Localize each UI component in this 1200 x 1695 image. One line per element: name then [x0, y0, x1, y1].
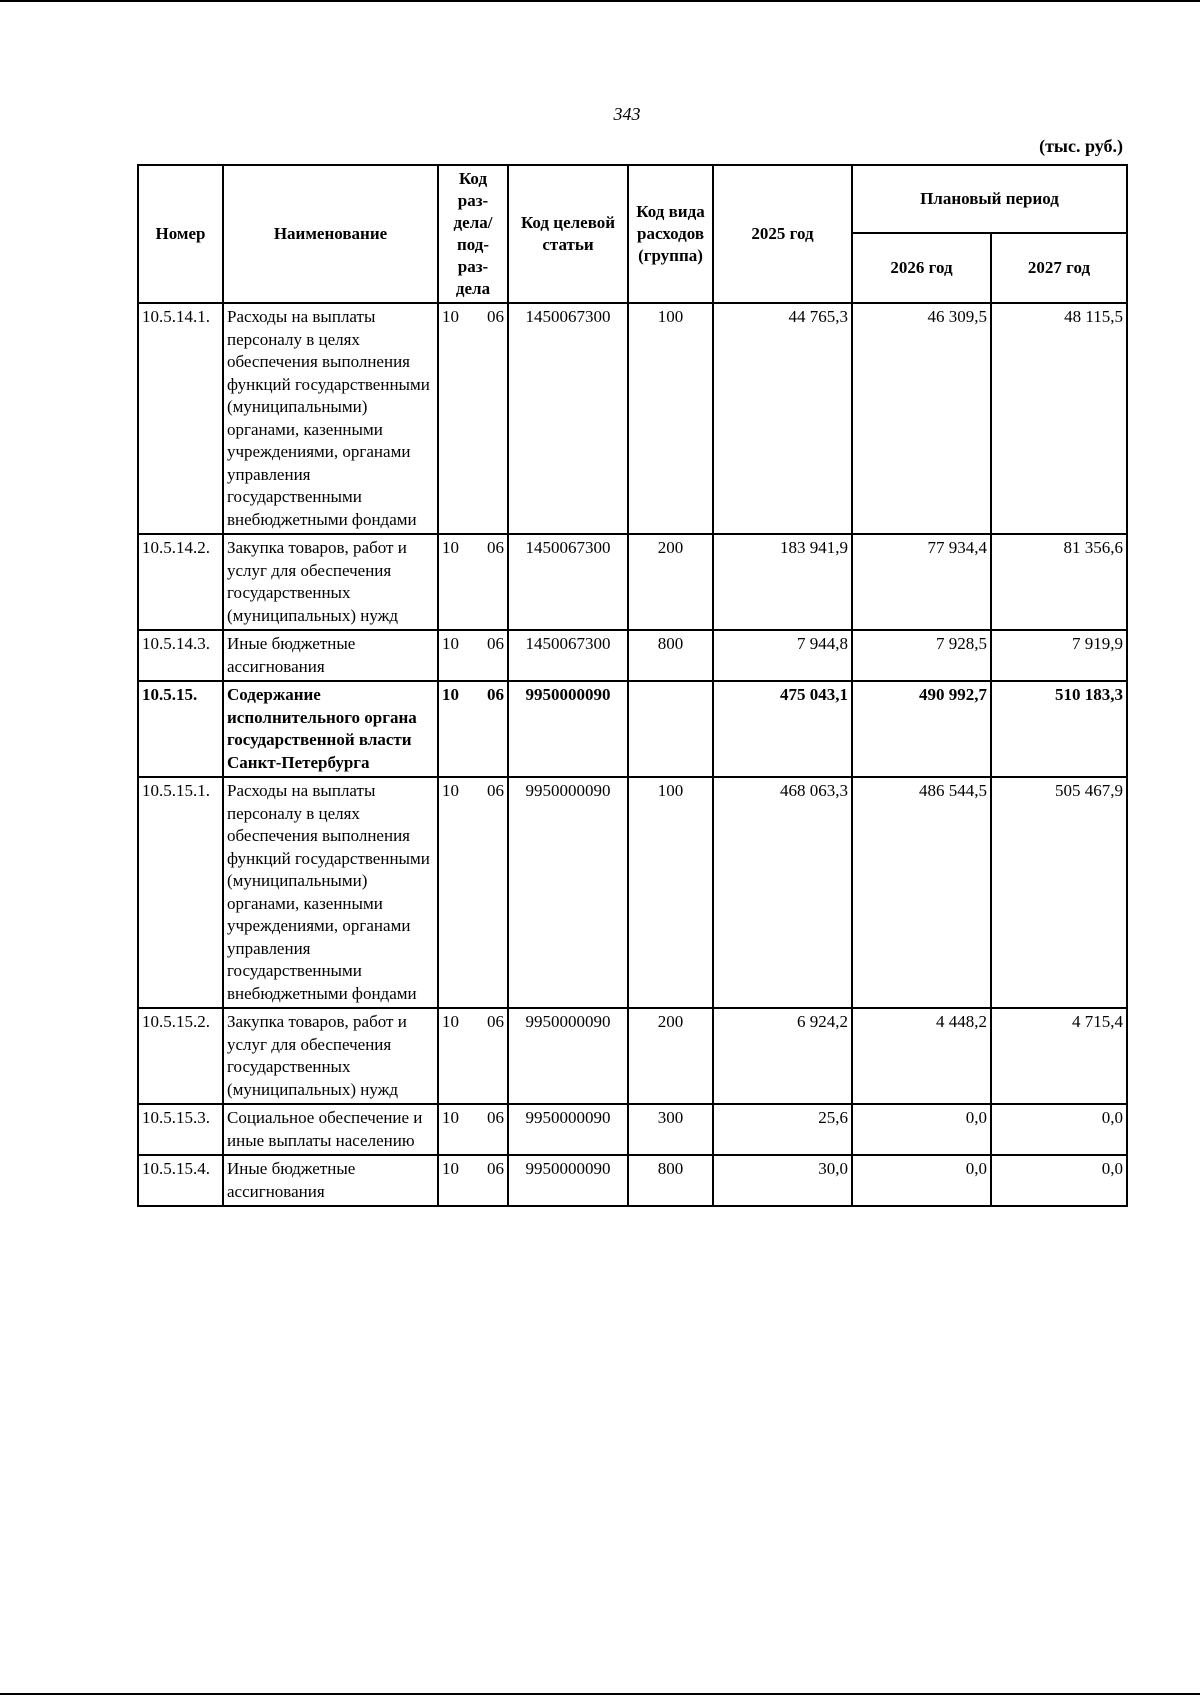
row-2026: 490 992,7 — [852, 681, 991, 777]
section-code: 10 — [442, 538, 459, 557]
header-row-1 — [138, 165, 1127, 233]
row-section-code — [438, 1008, 508, 1104]
table-row — [138, 681, 1127, 777]
row-2025: 44 765,3 — [713, 303, 852, 534]
row-expense-group: 100 — [628, 777, 713, 1008]
row-2026: 4 448,2 — [852, 1008, 991, 1104]
table-row — [138, 630, 1127, 681]
row-target-article: 1450067300 — [508, 630, 628, 681]
row-2027: 0,0 — [991, 1104, 1127, 1155]
subsection-code: 06 — [487, 634, 504, 653]
row-expense-group — [628, 681, 713, 777]
header-target-article: Код целевой статьи — [508, 165, 628, 303]
row-2025: 30,0 — [713, 1155, 852, 1206]
page-number: 343 — [613, 104, 641, 124]
row-expense-group: 100 — [628, 303, 713, 534]
row-2027: 4 715,4 — [991, 1008, 1127, 1104]
row-number: 10.5.14.3. — [138, 630, 223, 681]
row-2027: 0,0 — [991, 1155, 1127, 1206]
row-2025: 475 043,1 — [713, 681, 852, 777]
table-body — [138, 303, 1127, 1206]
row-number: 10.5.15.2. — [138, 1008, 223, 1104]
row-2026: 7 928,5 — [852, 630, 991, 681]
subsection-code: 06 — [487, 685, 504, 704]
row-name: Социальное обеспечение и иные выплаты населению — [223, 1104, 438, 1155]
row-number: 10.5.15.4. — [138, 1155, 223, 1206]
row-name: Расходы на выплаты персоналу в целях обеспечения выполнения функций государственными (муниципальными) органами, казенными учреждениями, органами управления государственными внебюджетными фондами — [223, 303, 438, 534]
row-2026: 77 934,4 — [852, 534, 991, 630]
row-expense-group: 800 — [628, 630, 713, 681]
table-row — [138, 777, 1127, 1008]
row-target-article: 1450067300 — [508, 534, 628, 630]
row-2026: 0,0 — [852, 1155, 991, 1206]
section-code: 10 — [442, 685, 459, 704]
row-number: 10.5.14.1. — [138, 303, 223, 534]
subsection-code: 06 — [487, 781, 504, 800]
row-number: 10.5.15. — [138, 681, 223, 777]
row-section-code — [438, 1104, 508, 1155]
section-code: 10 — [442, 307, 459, 326]
row-name: Закупка товаров, работ и услуг для обеспечения государственных (муниципальных) нужд — [223, 1008, 438, 1104]
row-2027: 81 356,6 — [991, 534, 1127, 630]
header-expense-type: Код вида расходов (группа) — [628, 165, 713, 303]
row-expense-group: 200 — [628, 534, 713, 630]
row-number: 10.5.15.1. — [138, 777, 223, 1008]
row-2026: 486 544,5 — [852, 777, 991, 1008]
row-2027: 48 115,5 — [991, 303, 1127, 534]
row-2026: 46 309,5 — [852, 303, 991, 534]
row-2026: 0,0 — [852, 1104, 991, 1155]
row-section-code — [438, 303, 508, 534]
section-code: 10 — [442, 781, 459, 800]
row-target-article: 9950000090 — [508, 1104, 628, 1155]
section-code: 10 — [442, 1159, 459, 1178]
table-row — [138, 1104, 1127, 1155]
subsection-code: 06 — [487, 307, 504, 326]
row-target-article: 9950000090 — [508, 777, 628, 1008]
subsection-code: 06 — [487, 1159, 504, 1178]
subsection-code: 06 — [487, 1108, 504, 1127]
row-number: 10.5.14.2. — [138, 534, 223, 630]
row-2027: 7 919,9 — [991, 630, 1127, 681]
section-code: 10 — [442, 1012, 459, 1031]
header-planned-period: Плановый период — [852, 165, 1127, 233]
section-code: 10 — [442, 1108, 459, 1127]
row-target-article: 1450067300 — [508, 303, 628, 534]
row-2025: 7 944,8 — [713, 630, 852, 681]
table-row — [138, 1155, 1127, 1206]
row-name: Иные бюджетные ассигнования — [223, 1155, 438, 1206]
table-row — [138, 303, 1127, 534]
row-expense-group: 800 — [628, 1155, 713, 1206]
subsection-code: 06 — [487, 538, 504, 557]
header-2026: 2026 год — [852, 233, 991, 303]
scan-border-top — [0, 0, 1200, 2]
header-number: Номер — [138, 165, 223, 303]
header-section: Код раз-дела/ под-раз-дела — [438, 165, 508, 303]
row-section-code — [438, 777, 508, 1008]
row-2027: 505 467,9 — [991, 777, 1127, 1008]
row-name: Закупка товаров, работ и услуг для обеспечения государственных (муниципальных) нужд — [223, 534, 438, 630]
row-section-code — [438, 630, 508, 681]
table-row — [138, 1008, 1127, 1104]
header-name: Наименование — [223, 165, 438, 303]
units-label: (тыс. руб.) — [1039, 136, 1123, 156]
row-name: Иные бюджетные ассигнования — [223, 630, 438, 681]
row-expense-group: 300 — [628, 1104, 713, 1155]
row-name: Расходы на выплаты персоналу в целях обеспечения выполнения функций государственными (муниципальными) органами, казенными учреждениями, органами управления государственными внебюджетными фондами — [223, 777, 438, 1008]
row-target-article: 9950000090 — [508, 1155, 628, 1206]
row-2025: 25,6 — [713, 1104, 852, 1155]
row-section-code — [438, 534, 508, 630]
header-2027: 2027 год — [991, 233, 1127, 303]
row-name: Содержание исполнительного органа государственной власти Санкт-Петербурга — [223, 681, 438, 777]
row-target-article: 9950000090 — [508, 681, 628, 777]
table-row — [138, 534, 1127, 630]
row-2025: 468 063,3 — [713, 777, 852, 1008]
row-2027: 510 183,3 — [991, 681, 1127, 777]
budget-table — [137, 164, 1128, 1207]
row-target-article: 9950000090 — [508, 1008, 628, 1104]
row-section-code — [438, 1155, 508, 1206]
row-expense-group: 200 — [628, 1008, 713, 1104]
subsection-code: 06 — [487, 1012, 504, 1031]
row-section-code — [438, 681, 508, 777]
row-2025: 183 941,9 — [713, 534, 852, 630]
row-2025: 6 924,2 — [713, 1008, 852, 1104]
row-number: 10.5.15.3. — [138, 1104, 223, 1155]
header-2025: 2025 год — [713, 165, 852, 303]
section-code: 10 — [442, 634, 459, 653]
